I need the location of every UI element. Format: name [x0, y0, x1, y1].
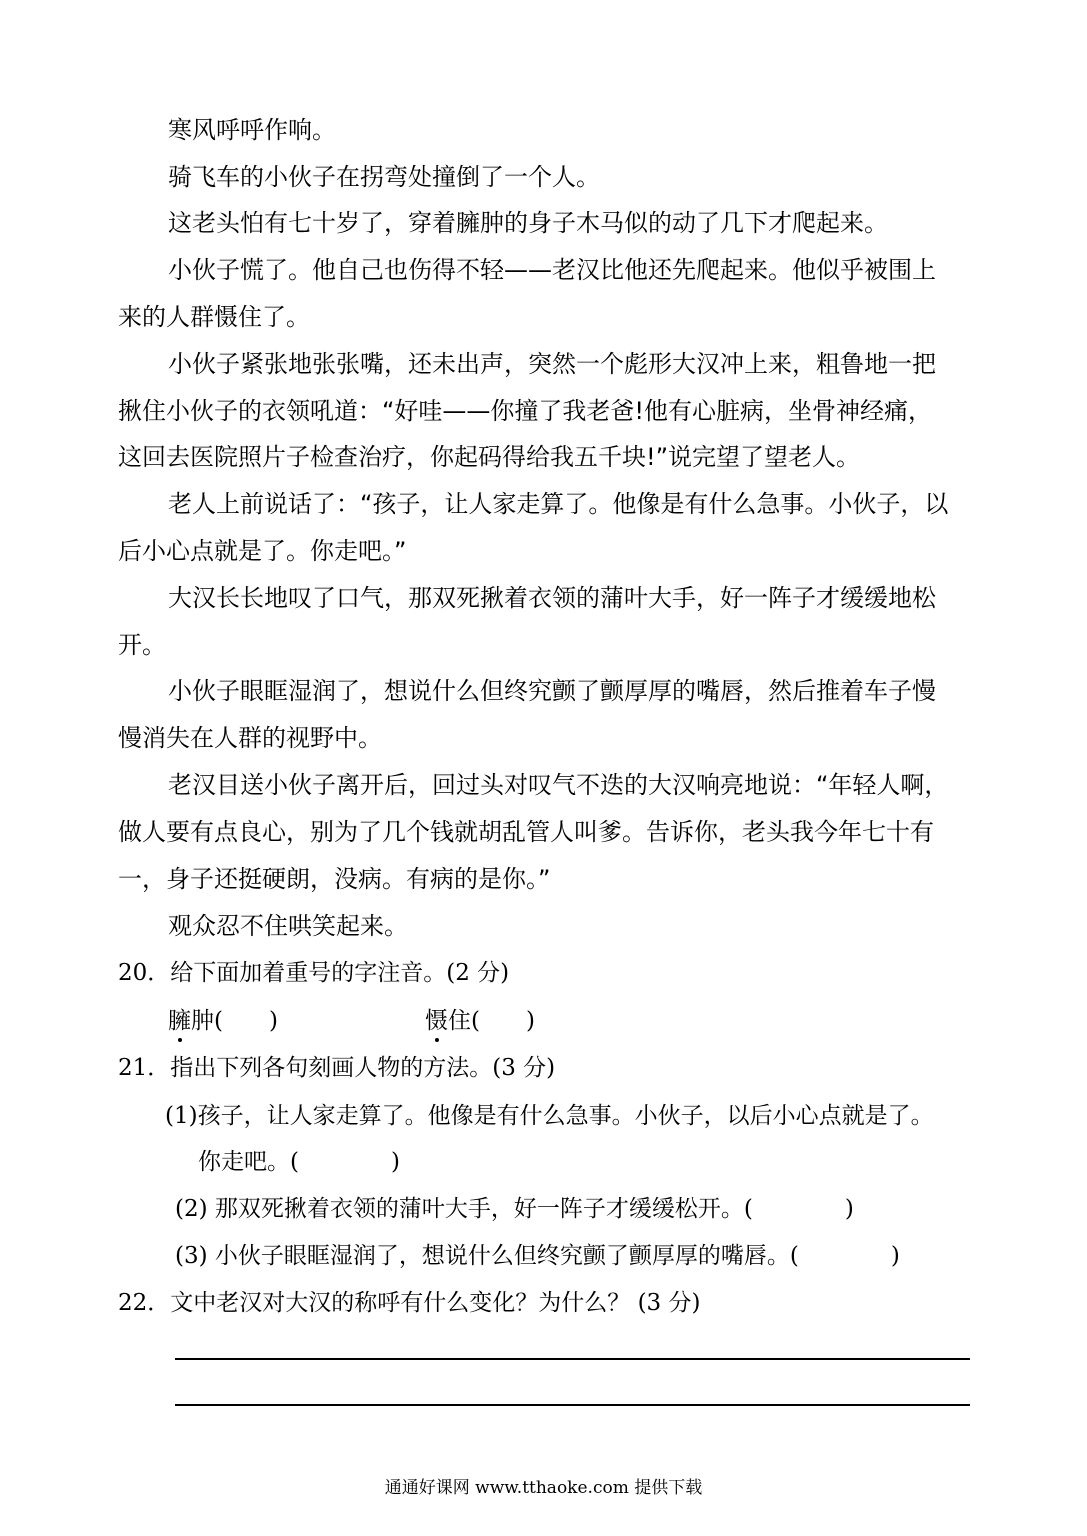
- footer-source-credit: 通通好课网 www.tthaoke.com 提供下载: [384, 1478, 703, 1498]
- passage-paragraph-2: 骑飞车的小伙子在拐弯处撞倒了一个人。: [168, 163, 600, 191]
- passage-paragraph-3: 这老头怕有七十岁了，穿着臃肿的身子木马似的动了几下才爬起来。: [168, 209, 888, 237]
- question-22-stem: 22．文中老汉对大汉的称呼有什么变化？为什么？ (3 分): [118, 1290, 701, 1316]
- question-21-item-3: (3) 小伙子眼眶湿润了，想说什么但终究颤了颤厚厚的嘴唇。( ): [175, 1243, 900, 1269]
- passage-paragraph-7-line-2: 开。: [118, 631, 166, 659]
- passage-paragraph-6-line-2: 后小心点就是了。你走吧。”: [118, 537, 407, 565]
- answer-line-2[interactable]: [175, 1404, 970, 1406]
- passage-paragraph-4-line-1: 小伙子慌了。他自己也伤得不轻——老汉比他还先爬起来。他似乎被围上: [168, 256, 936, 284]
- question-21-item-1-line-1: (1)孩子，让人家走算了。他像是有什么急事。小伙子，以后小心点就是了。: [165, 1103, 934, 1129]
- passage-paragraph-9-line-1: 老汉目送小伙子离开后，回过头对叹气不迭的大汉响亮地说：“年轻人啊，: [168, 771, 949, 799]
- passage-paragraph-6-line-1: 老人上前说话了：“孩子，让人家走算了。他像是有什么急事。小伙子，以: [168, 490, 949, 518]
- passage-paragraph-9-line-2: 做人要有点良心，别为了几个钱就胡乱管人叫爹。告诉你，老头我今年七十有: [118, 818, 934, 846]
- passage-paragraph-10: 观众忍不住哄笑起来。: [168, 912, 408, 940]
- passage-paragraph-8-line-2: 慢消失在人群的视野中。: [118, 724, 382, 752]
- question-20-word-2: 慑住( ): [425, 1008, 535, 1034]
- passage-paragraph-5-line-2: 揪住小伙子的衣领吼道：“好哇——你撞了我老爸!他有心脏病，坐骨神经痛，: [118, 397, 933, 425]
- passage-paragraph-1: 寒风呼呼作响。: [168, 116, 336, 144]
- passage-paragraph-5-line-3: 这回去医院照片子检查治疗，你起码得给我五千块!”说完望了望老人。: [118, 443, 861, 471]
- answer-line-1[interactable]: [175, 1358, 970, 1360]
- question-20-stem: 20．给下面加着重号的字注音。(2 分): [118, 960, 510, 986]
- emphasis-dot-char: 慑: [425, 1008, 448, 1034]
- question-21-item-2: (2) 那双死揪着衣领的蒲叶大手，好一阵子才缓缓松开。( ): [175, 1196, 854, 1222]
- passage-paragraph-9-line-3: 一，身子还挺硬朗，没病。有病的是你。”: [118, 865, 551, 893]
- passage-paragraph-8-line-1: 小伙子眼眶湿润了，想说什么但终究颤了颤厚厚的嘴唇，然后推着车子慢: [168, 677, 936, 705]
- passage-paragraph-5-line-1: 小伙子紧张地张张嘴，还未出声，突然一个彪形大汉冲上来，粗鲁地一把: [168, 350, 936, 378]
- question-21-item-1-line-2: 你走吧。( ): [198, 1149, 400, 1175]
- passage-paragraph-4-line-2: 来的人群慑住了。: [118, 303, 310, 331]
- question-21-stem: 21．指出下列各句刻画人物的方法。(3 分): [118, 1055, 556, 1081]
- emphasis-dot-char: 臃: [168, 1008, 191, 1034]
- question-20-word-1: 臃肿( ): [168, 1008, 278, 1034]
- passage-paragraph-7-line-1: 大汉长长地叹了口气，那双死揪着衣领的蒲叶大手，好一阵子才缓缓地松: [168, 584, 936, 612]
